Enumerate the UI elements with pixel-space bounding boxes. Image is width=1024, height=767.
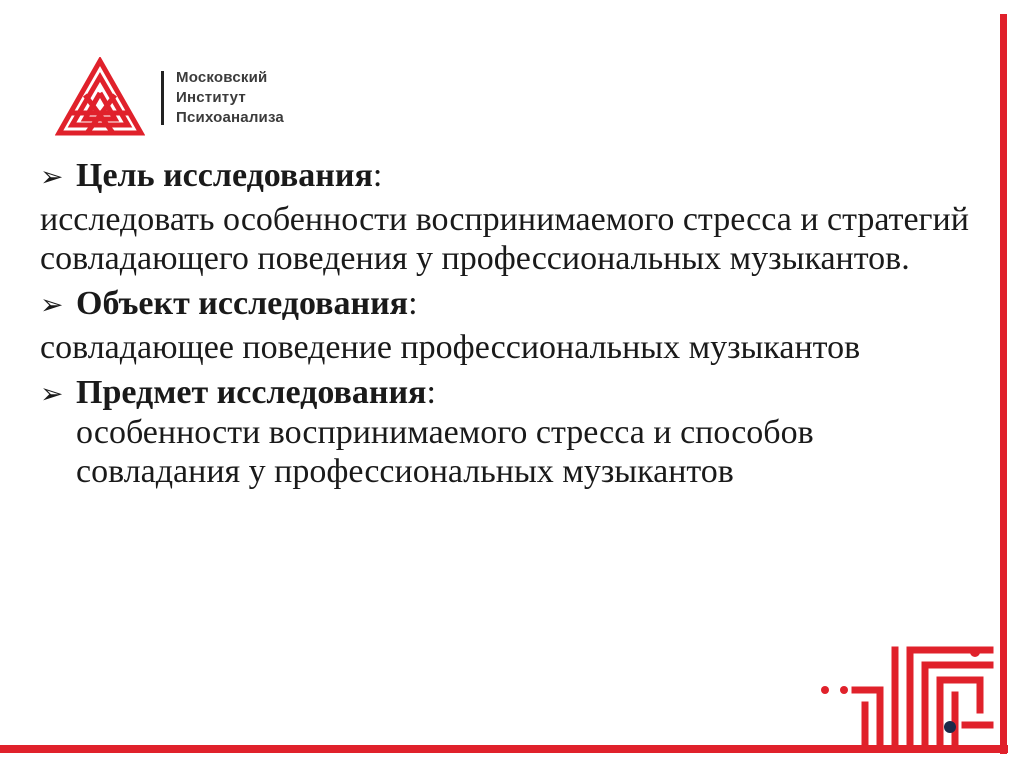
decorative-maze-ornament-icon: [800, 630, 1000, 750]
triangle-knot-logo-icon: [55, 57, 145, 137]
arrow-bullet-icon: ➢: [40, 288, 64, 321]
arrow-bullet-icon: ➢: [40, 160, 64, 193]
arrow-bullet-icon: ➢: [40, 377, 64, 410]
section-body-goal: исследовать особенности воспринимаемого стресса и стратегий совладающего поведения у профессиональных музыкантов.: [40, 201, 969, 277]
heading-text: Предмет исследования: [76, 374, 427, 411]
section-heading-object: [40, 284, 970, 324]
slide-content: [40, 156, 970, 491]
heading-text: Цель исследования: [76, 157, 373, 194]
logo-divider: [161, 71, 164, 125]
logo-line-1: Московский: [176, 69, 268, 86]
logo-line-3: Психоанализа: [176, 109, 284, 126]
institute-logo: [55, 57, 355, 137]
section-heading-goal: [40, 156, 970, 196]
logo-line-2: Институт: [176, 89, 246, 106]
section-body-object: совладающее поведение профессиональных музыкантов: [40, 329, 861, 366]
heading-colon: :: [408, 285, 418, 322]
heading-text: Объект исследования: [76, 285, 409, 322]
section-body-subject: особенности воспринимаемого стресса и способов совладания у профессиональных музыкантов: [76, 414, 814, 490]
heading-colon: :: [426, 374, 436, 411]
frame-right-border: [1000, 14, 1007, 754]
heading-colon: :: [372, 157, 383, 194]
logo-wordmark: [176, 68, 284, 128]
section-heading-subject: [40, 373, 970, 413]
